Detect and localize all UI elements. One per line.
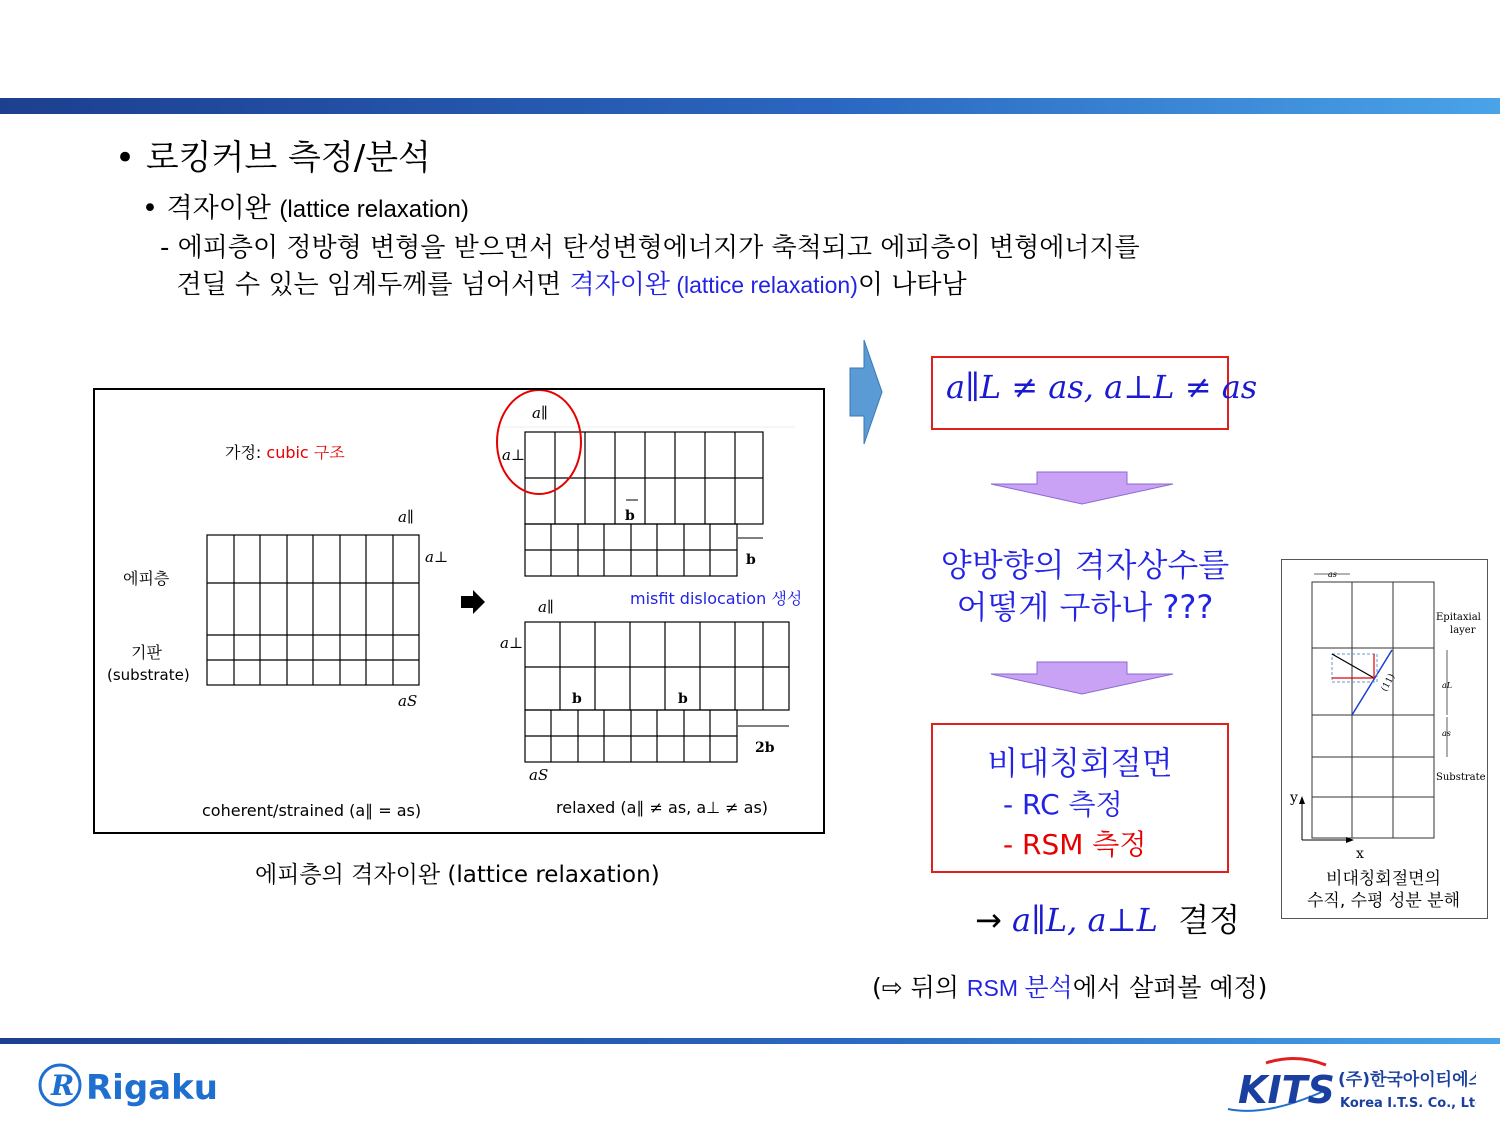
rigaku-logo-svg [38,1057,258,1115]
side-figure-svg [1282,560,1487,860]
side-lattice [1312,582,1434,838]
big-right-arrow-icon [848,338,884,446]
description-line-2 [160,267,1140,304]
epi-layer-label: 에피층 [123,569,170,588]
bottom-b-vector-1: b [572,691,582,707]
question-line-1: 양방향의 격자상수를 [940,546,1230,584]
relaxed-lattice-bottom [525,622,789,762]
side-epi-label: Epitaxial [1436,612,1481,623]
misfit-label: misfit dislocation 생성 [630,589,803,608]
bullet-lattice-en: (lattice relaxation) [279,196,469,223]
side-caption-1: 비대칭회절면의 [1326,869,1441,889]
substrate-label-ko: 기판 [131,643,162,662]
top-a-par: a∥ [532,404,548,422]
bottom-2b-label: 2b [755,740,775,756]
kits-korean-name: (주)한국아이티에스 [1338,1070,1476,1090]
result-word: 결정 [1157,901,1241,939]
side-x-axis: x [1356,846,1364,860]
question-line-2: 어떻게 구하나 ??? [956,588,1214,626]
result-line [975,895,1240,941]
figure-caption: 에피층의 격자이완 (lattice relaxation) [255,862,660,888]
side-miller-label: (11) [1379,672,1398,694]
lattice-relaxation-figure [93,388,825,834]
bullet-description [160,230,1140,304]
desc-post: 이 나타남 [857,270,967,300]
top-b-span-label: b [746,552,756,568]
coherent-a-s: aS [398,692,418,710]
relaxed-caption: relaxed (a∥ ≠ as, a⊥ ≠ as) [556,798,769,817]
result-arrow: → [975,901,1012,939]
kits-wordmark: KITS [1238,1068,1335,1112]
bullet-rocking-curve: • 로킹커브 측정/분석 [115,138,431,178]
down-arrow-2-icon [989,660,1175,696]
svg-text:R: R [51,1069,75,1102]
desc-blue-en: (lattice relaxation) [669,272,858,298]
description-line-1: - 에피층이 정방형 변형을 받으면서 탄성변형에너지가 축척되고 에피층이 변형에너지를 [160,233,1140,263]
bottom-a-perp: a⊥ [500,634,524,652]
note-line [872,968,1267,1004]
side-as2-label: as [1442,729,1451,738]
side-epi-label-2: layer [1450,625,1476,636]
side-figure-caption [1281,868,1486,912]
side-y-axis: y [1290,790,1298,806]
bullet-lattice-ko: • 격자이완 [142,193,280,224]
transition-arrow-icon [461,590,485,614]
rsm-measure: - RSM 측정 [1003,828,1147,861]
asymmetric-plane-figure [1281,559,1488,919]
formula-inequality: a∥L ≠ as, a⊥L ≠ as [946,368,1258,406]
side-caption-2: 수직, 수평 성분 분해 [1307,891,1460,911]
side-substrate-label: Substrate [1436,772,1486,783]
assumption-label: 가정: cubic 구조 [225,443,345,462]
desc-blue-ko: 격자이완 [569,270,670,300]
kits-logo [1226,1055,1476,1121]
question-text [935,544,1235,628]
result-formula: a∥L, a⊥L [1011,901,1158,939]
kits-english-name: Korea I.T.S. Co., Ltd. [1340,1096,1476,1111]
substrate-label-en: (substrate) [107,666,190,684]
coherent-lattice [207,535,419,685]
side-normal-vector [1332,654,1374,678]
coherent-caption: coherent/strained (a∥ = as) [202,801,422,820]
asymmetric-title: 비대칭회절면 [987,744,1173,782]
top-b-vector: b [625,508,635,524]
rigaku-logo [38,1057,258,1119]
down-arrow-1-icon [989,470,1175,506]
note-blue-en: RSM [966,975,1025,1001]
coherent-a-perp: a⊥ [425,548,449,566]
lattice-figure-svg [95,390,823,832]
rc-measure: - RC 측정 [1003,788,1123,821]
header-bar [0,98,1500,114]
bottom-a-s: aS [529,766,549,784]
footer-bar [0,1038,1500,1044]
bottom-b-vector-2: b [678,691,688,707]
coherent-a-par: a∥ [398,508,414,526]
relaxed-lattice-top [525,432,763,576]
side-as-label: as [1328,570,1337,579]
desc-pre: 견딜 수 있는 임계두께를 넘어서면 [160,270,570,300]
side-al-label: aL [1442,681,1453,690]
top-a-perp: a⊥ [502,446,526,464]
note-post: 에서 살펴볼 예정) [1072,973,1268,1002]
bullet-lattice-relaxation [142,186,469,225]
note-pre: (⇨ 뒤의 [872,973,967,1002]
kits-logo-svg [1226,1055,1476,1117]
rigaku-wordmark: Rigaku [86,1068,218,1108]
note-blue-ko: 분석 [1024,973,1073,1002]
bottom-a-par: a∥ [538,598,554,616]
